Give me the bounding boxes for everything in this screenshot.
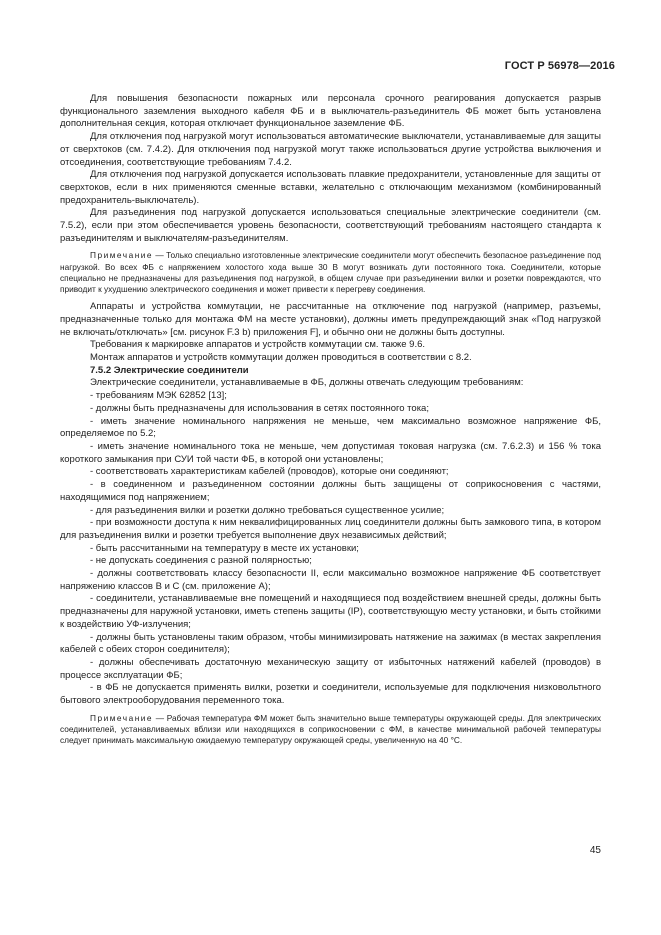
paragraph: Электрические соединители, устанавливаемые в ФБ, должны отвечать следующим требованиям:	[90, 377, 524, 389]
list-item: - должны соответствовать классу безопасности II, если максимально возможное напряжение ФБ соответствует напряжению классов В и С (см. приложение А);	[60, 568, 601, 592]
list-item: - быть рассчитанными на температуру в месте их установки;	[90, 542, 359, 554]
paragraph: Для разъединения под нагрузкой допускается использоваться специальные электрические соединители (см. 7.5.2), если при этом обеспечивается уровень безопасности, соответствующий требованиям настоящего стандарта к разъединителям и выключателям-разъединителям.	[60, 207, 601, 244]
list-item: - иметь значение номинального тока не меньше, чем допустимая токовая нагрузка (см. 7.6.2.3) и 156 % тока короткого замыкания при СУИ той части ФБ, в которой они установлены;	[60, 440, 601, 465]
list-item: - должны обеспечивать достаточную механическую защиту от избыточных натяжений кабелей (проводов) в процессе эксплуатации ФБ;	[60, 656, 601, 681]
note	[60, 713, 601, 747]
list-item: - в ФБ не допускается применять вилки, розетки и соединители, используемые для подключения низковольтного бытового электрооборудования переменного тока.	[60, 682, 601, 707]
document-number: ГОСТ Р 56978—2016	[504, 60, 615, 72]
list-item: - иметь значение номинального напряжения не меньше, чем максимально возможное напряжение ФБ, определяемое по 5.2;	[60, 415, 601, 440]
paragraph: Для отключения под нагрузкой могут использоваться автоматические выключатели, устанавливаемые для защиты от сверхтоков (см. 7.4.2). Для отключения под нагрузкой могут также использоваться другие устройства выключения и отсоединения, соответствующие требованиям 7.4.2.	[60, 131, 601, 168]
paragraph: Аппараты и устройства коммутации, не рассчитанные на отключение под нагрузкой (например, разъемы, предназначенные только для монтажа ФМ на месте установки), должны иметь предупреждающий знак «Под нагрузкой не включать/отключать» [см. рисунок F.3 b) приложения F], и обычно они не должны быть доступны.	[60, 301, 601, 338]
section-heading: 7.5.2 Электрические соединители	[90, 364, 249, 376]
note-text: — Только специально изготовленные электрические соединители могут обеспечить безопасное разъединение под нагрузкой. Во всех ФБ с напряжением холостого хода выше 30 В могут возникать дуги постоянного тока. Соединители, которые специально не предназначены для разъединения под нагрузкой, в общем случае при разъединении вилки и розетки повреждаются, что приводит к ухудшению электрического соединения и может привести к перегреву соединения.	[60, 250, 601, 295]
paragraph: Для повышения безопасности пожарных или персонала срочного реагирования допускается разрыв функционального заземления выходного кабеля ФБ и в выключатель-разъединитель ФБ может быть установлена дополнительная секция, которая отключает функциональное заземление ФБ.	[60, 93, 601, 130]
list-item: - требованиям МЭК 62852 [13];	[90, 390, 227, 402]
list-item: - для разъединения вилки и розетки должно требоваться существенное усилие;	[90, 504, 445, 516]
list-item: - при возможности доступа к ним неквалифицированных лиц соединители должны быть замкового типа, в котором для разъединения вилки и розетки требуется выполнение двух независимых действий;	[60, 517, 601, 541]
list-item: - должны быть предназначены для использования в сетях постоянного тока;	[90, 402, 429, 414]
paragraph: Для отключения под нагрузкой допускается использовать плавкие предохранители, установленные для защиты от сверхтоков, если в них применяются сменные вставки, желательно с отключающим механизмом (комбинированный предохранитель-выключатель).	[60, 169, 601, 206]
list-item: - в соединенном и разъединенном состоянии должны быть защищены от соприкосновения с частями, находящимися под напряжением;	[60, 479, 601, 503]
paragraph: Требования к маркировке аппаратов и устройств коммутации см. также 9.6.	[90, 339, 426, 351]
note-label: Примечание	[90, 712, 154, 723]
paragraph: Монтаж аппаратов и устройств коммутации должен проводиться в соответствии с 8.2.	[90, 352, 472, 364]
list-item: - должны быть установлены таким образом, чтобы минимизировать натяжение на зажимах (в местах закрепления кабелей с обеих сторон соединителя);	[60, 631, 601, 656]
list-item: - не допускать соединения с разной полярностью;	[90, 555, 312, 567]
list-item: - соединители, устанавливаемые вне помещений и находящиеся под воздействием внешней среды, должны быть предназначены для наружной установки, иметь степень защиты (IP), соответствующую месту установки, и быть стойкими к воздействию УФ-излучения;	[60, 593, 601, 630]
note	[60, 250, 601, 295]
page-number: 45	[589, 845, 601, 856]
page-body	[60, 93, 601, 752]
note-text: — Рабочая температура ФМ может быть значительно выше температуры окружающей среды. Для электрических соединителей, устанавливаемых вблизи или находящихся в соприкосновении с ФМ, в качестве минимальной рабочей температуры следует принимать максимальную ожидаемую температуру окружающей среды, увеличенную на 40 °С.	[60, 712, 601, 746]
list-item: - соответствовать характеристикам кабелей (проводов), которые они соединяют;	[90, 466, 449, 478]
note-label: Примечание	[90, 250, 154, 261]
